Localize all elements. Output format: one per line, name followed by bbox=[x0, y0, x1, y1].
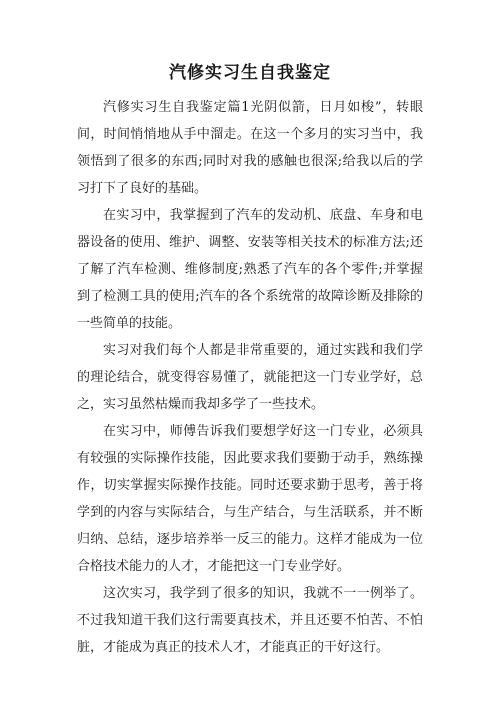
paragraph-4: 在实习中，师傅告诉我们要想学好这一门专业，必须具有较强的实际操作技能，因此要求我们要勤于动手，熟练操作，切实掌握实际操作技能。同时还要求勤于思考，善于将学到的内容与实际结合，与生产结合，与生活联系，并不断归纳、总结，逐步培养举一反三的能力。这样才能成为一位合格技术能力的人才，才能把这一门专业学好。 bbox=[77, 424, 423, 574]
paragraph-2: 在实习中，我掌握到了汽车的发动机、底盘、车身和电器设备的使用、维护、调整、安装等相关技术的标准方法;还了解了汽车检测、维修制度;熟悉了汽车的各个零件;并掌握到了检测工具的使用;汽车的各个系统常的故障诊断及排除的一些简单的技能。 bbox=[77, 208, 423, 331]
paragraph-5: 这次实习，我学到了很多的知识，我就不一一例举了。不过我知道干我们这行需要真技术，并且还要不怕苦、不怕脏，才能成为真正的技术人才，才能真正的干好这行。 bbox=[77, 586, 423, 655]
paragraph-1: 汽修实习生自我鉴定篇1光阴似箭，日月如梭”，转眼间，时间悄悄地从手中溜走。在这一个多月的实习当中，我领悟到了很多的东西;同时对我的感触也很深;给我以后的学习打下了良好的基础。 bbox=[77, 100, 423, 196]
paragraph-3: 实习对我们每个人都是非常重要的，通过实践和我们学的理论结合，就变得容易懂了，就能把这一门专业学好，总之，实习虽然枯燥而我却多学了一些技术。 bbox=[77, 343, 423, 412]
document-title: 汽修实习生自我鉴定 bbox=[169, 63, 331, 83]
